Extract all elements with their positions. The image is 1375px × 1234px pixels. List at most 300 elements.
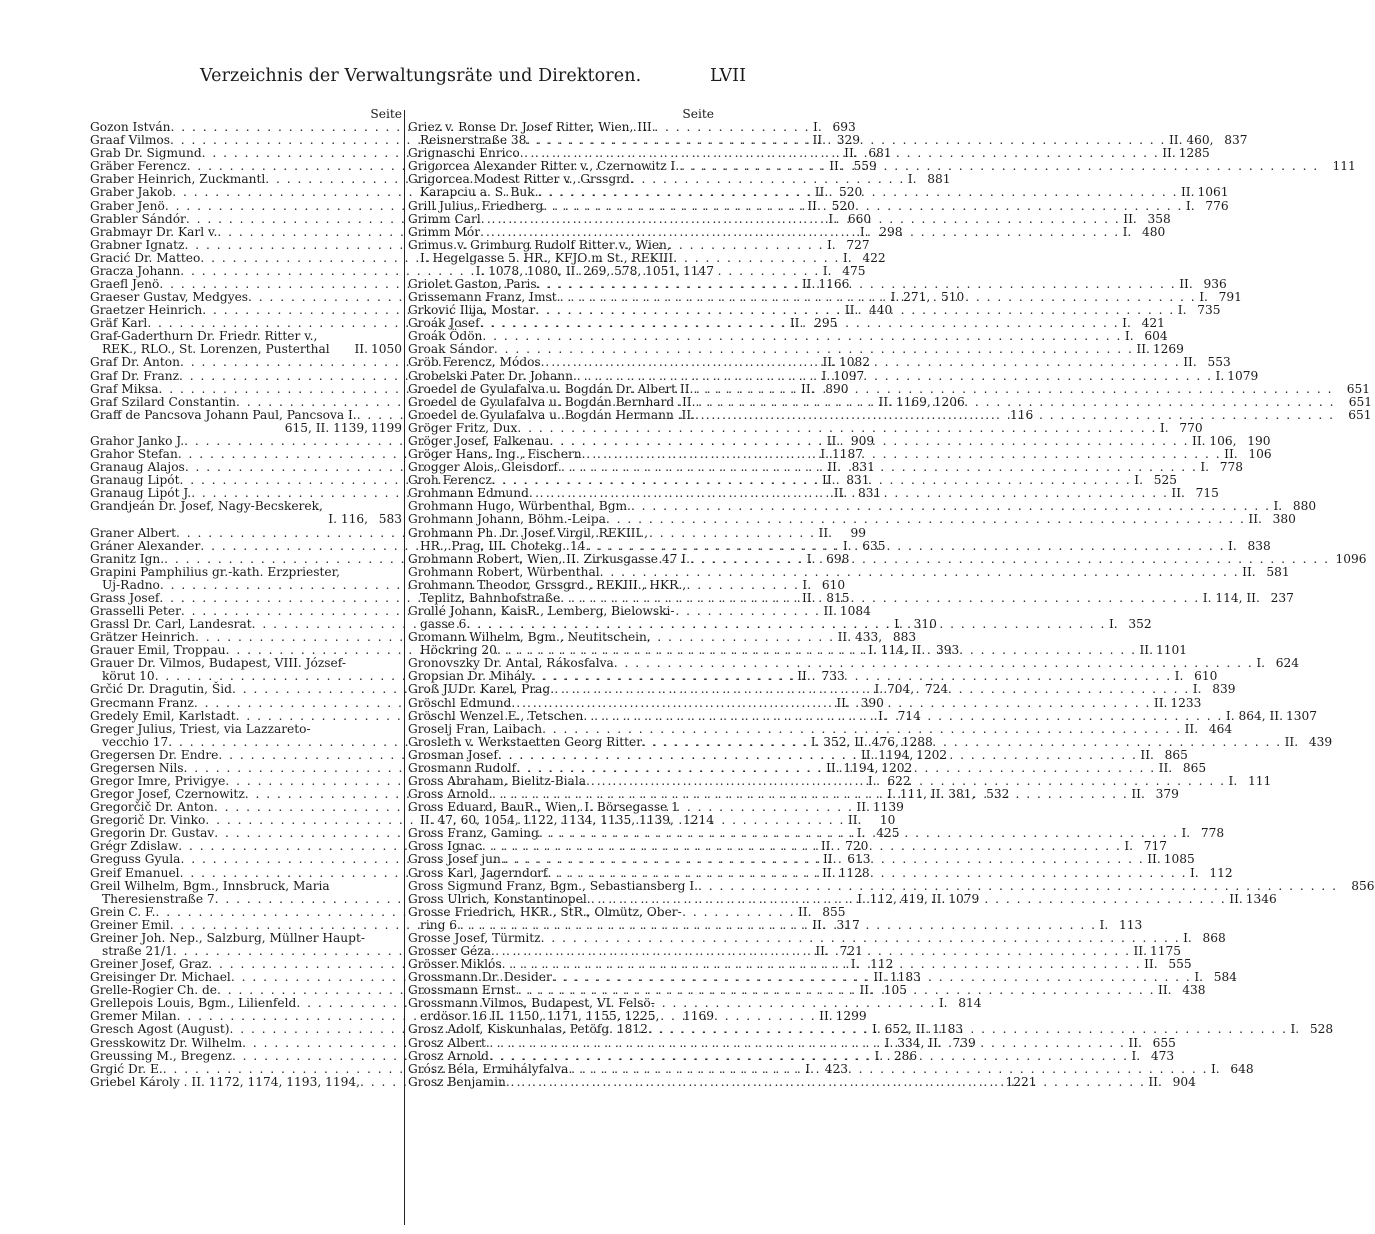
leader-dots (481, 213, 1121, 226)
entry-page: 1147 (682, 263, 714, 278)
index-entry (408, 564, 1290, 579)
entry-name: Grobelski Pater Dr. Johann (408, 368, 573, 383)
leader-dots (102, 513, 325, 526)
entry-name: Grabmayr Dr. Karl v. (90, 224, 218, 239)
index-entry (408, 512, 1296, 527)
entry-page: 425 (876, 826, 900, 841)
entry-reference: II. (1179, 277, 1193, 292)
entry-page: 286 (893, 1048, 918, 1063)
entry-name: Grossmann Dr. Desider (408, 970, 552, 985)
seite-label: Seite (682, 107, 714, 121)
entry-name: Gregor Imre, Privigye (90, 773, 226, 788)
entry-reference: I. (878, 708, 887, 723)
leader-dots (547, 867, 1187, 880)
entry-name: Griebel Károly . II. 1172, 1174, 1193, 1194, (90, 1074, 360, 1089)
entry-page: 622 (887, 773, 911, 788)
entry-page: 583 (378, 512, 402, 527)
entry-page: 831 (846, 473, 870, 488)
entry-name: Grčić Dr. Dragutin, Šid (90, 682, 232, 697)
entry-name: Griez v. Ronse Dr. Josef Ritter, Wien, III. (408, 120, 656, 135)
entry-name: Groß JUDr. Karel, Prag (408, 682, 551, 697)
entry-reference: I. (1131, 1048, 1141, 1063)
entry-reference: II. (822, 865, 836, 880)
entry-reference: I. (1228, 773, 1238, 788)
entry-reference: I. (894, 617, 903, 632)
entry-page: 532 (986, 787, 1010, 802)
entry-name: Graaf Vilmos (90, 133, 171, 148)
entry-name: Graf-Gaderthurn Dr. Friedr. Ritter v., (90, 329, 318, 344)
leader-dots (568, 1063, 1208, 1076)
entry-reference: I. 704, (874, 682, 915, 697)
entry-name: Gromann Wilhelm, Bgm., Neutitschein, (408, 630, 651, 645)
entry-name: Grossmann Vilmos, Budapest, VI. Felsö- (408, 996, 655, 1011)
entry-reference: I. 1078, 1080, II. 269, 578, 1051, (475, 263, 680, 278)
entry-page: 510 (941, 290, 965, 305)
entry-name: Grabler Sándór (90, 211, 186, 226)
entry-reference: I. (1290, 1022, 1300, 1037)
entry-page: 1082 (838, 355, 870, 370)
entry-name: Gräf Karl (90, 316, 148, 331)
entry-page: 865 (1164, 747, 1188, 762)
entry-page: 295 (814, 316, 838, 331)
entry-page: 856 (1351, 878, 1375, 893)
page-number: LVII (710, 66, 747, 86)
entry-name: Reisnerstraße 38 (420, 133, 527, 148)
entry-page: 776 (1205, 198, 1229, 213)
entry-name: Gracza Johann (90, 263, 181, 278)
entry-reference: 615, II. 1139, (284, 420, 368, 435)
entry-reference: I. (1124, 839, 1134, 854)
entry-page: 1299 (835, 1009, 867, 1024)
entry-name: Grelle-Rogier Ch. de (90, 983, 217, 998)
entry-name: Grgić Dr. E. (90, 1061, 163, 1076)
index-entry (90, 723, 402, 736)
entry-name: Graf Miksa (90, 381, 159, 396)
entry-page: 613 (847, 852, 871, 867)
entry-name: Grandjeán Dr. Josef, Nagy-Becskerek, (90, 499, 323, 514)
entry-name: Grösser Miklós (408, 957, 502, 972)
entry-page: 1269 (1152, 342, 1184, 357)
entry-page: 724 (924, 682, 949, 697)
leader-dots (679, 160, 1319, 173)
entry-name: Graefl Jenö (90, 277, 160, 292)
entry-reference: I. (1183, 930, 1192, 945)
index-entry (408, 721, 1233, 736)
index-entry (408, 579, 714, 592)
entry-reference: II. (797, 669, 811, 684)
entry-page: 865 (1182, 760, 1207, 775)
entry-name: Grohmann Edmund (408, 486, 529, 501)
entry-page: 1128 (838, 865, 870, 880)
entry-reference: I. (907, 172, 917, 187)
entry-page: 310 (913, 617, 937, 632)
entry-reference: II. (814, 185, 829, 200)
entry-page: 1084 (839, 603, 871, 618)
leader-dots (587, 893, 1227, 906)
entry-reference: II. (1158, 760, 1173, 775)
entry-name: Gregorčič Dr. Anton (90, 800, 214, 815)
entry-reference: II. (807, 198, 821, 213)
entry-page: 1214 (682, 813, 714, 828)
entry-name: Grahor Stefan (90, 447, 178, 462)
entry-page: 1307 (1285, 708, 1317, 723)
entry-name: Grohmann Johann, Böhm.-Leipa (408, 512, 606, 527)
entry-reference: II. (1171, 486, 1185, 501)
entry-reference: I. (859, 224, 869, 239)
entry-name: Grosz Benjamin (408, 1074, 506, 1089)
entry-name: I. Hegelgasse 5. HR., KFJO m St., REKIII. (420, 250, 678, 265)
entry-reference: II. (812, 133, 827, 148)
entry-reference: II. (856, 800, 870, 815)
entry-reference: I. (842, 538, 852, 553)
entry-page: 727 (846, 237, 870, 252)
entry-page: 1183 (932, 1022, 964, 1037)
entry-page: 422 (862, 250, 886, 265)
entry-page: 791 (1218, 290, 1242, 305)
entry-name: Gross Ulrich, Konstantinopel (408, 891, 587, 906)
index-entry (408, 420, 1203, 435)
entry-name: Gross Arnold (408, 787, 489, 802)
entry-reference: II. (1131, 787, 1145, 802)
entry-reference: II. (1147, 852, 1161, 867)
entry-page: 480 (1142, 224, 1166, 239)
entry-page: 881 (927, 172, 951, 187)
leader-dots (693, 383, 1333, 396)
entry-reference: II. (1229, 891, 1243, 906)
index-entry (408, 906, 714, 919)
entry-page: 1288 (901, 734, 933, 749)
entry-page: 1050 (370, 342, 402, 357)
entry-reference: II. (354, 342, 368, 357)
entry-name: Granaug Lipót J. (90, 486, 192, 501)
entry-name: Groak Sándor (408, 342, 494, 357)
entry-page: 1169 (682, 1009, 714, 1024)
seite-label: Seite (370, 107, 402, 121)
entry-reference: I. (1189, 865, 1199, 880)
entry-name: Gröger Fritz, Dux (408, 420, 518, 435)
entry-page: 1096 (1335, 551, 1367, 566)
entry-page: 190 (1247, 433, 1271, 448)
entry-name: Grill Julius, Friedberg (408, 198, 544, 213)
entry-reference: II. (829, 159, 843, 174)
entry-page: 1221 (1005, 1074, 1037, 1089)
entry-page: 1175 (1149, 944, 1181, 958)
entry-name: Grecmann Franz (90, 695, 194, 710)
entry-name: Gross Franz, Gaming (408, 826, 539, 841)
entry-page: 10 (879, 813, 896, 828)
entry-reference: I. (805, 1061, 814, 1076)
entry-reference: I. (1174, 669, 1184, 684)
entry-reference: I. 111, II. 381, (887, 787, 976, 802)
entry-name: Grauer Dr. Vilmos, Budapest, VIII. József- (90, 656, 346, 671)
leader-dots (505, 853, 1145, 866)
entry-name: Grosleth v. Werkstaetten Georg Ritter (408, 734, 643, 749)
entry-page: 681 (868, 146, 892, 161)
entry-name: Gozon István (90, 120, 171, 135)
entry-name: Gröger Hans, Ing., Fischern (408, 447, 582, 462)
leader-dots (600, 566, 1240, 579)
entry-page: 584 (1213, 970, 1238, 985)
entry-reference: I. (1194, 970, 1204, 985)
entry-name: Gronovszky Dr. Antal, Rákosfalva (408, 656, 614, 671)
entry-page: 116 (1009, 407, 1034, 422)
entry-name: Graber Jenö (90, 198, 165, 213)
entry-reference: II. (1248, 512, 1262, 527)
entry-reference: II. (1148, 1074, 1162, 1089)
entry-reference: II. 1194, (826, 760, 879, 775)
entry-page: 329 (836, 133, 861, 148)
entry-reference: I. 652, II. (872, 1022, 930, 1037)
entry-page: 1183 (889, 970, 921, 985)
entry-page: 733 (821, 669, 845, 684)
entry-name: Gregorin Dr. Gustav (90, 826, 215, 841)
entry-name: Gross Karl, Jagerndorf (408, 865, 548, 880)
entry-reference: I. (813, 120, 822, 135)
entry-name: Grosmann Rudolf (408, 760, 517, 775)
entry-page: 936 (1203, 277, 1227, 292)
entry-reference: II. (1180, 185, 1195, 200)
entry-name: Theresienstraße 7 (102, 891, 215, 906)
entry-name: Grasselli Peter (90, 603, 181, 618)
entry-reference: II. (859, 983, 873, 998)
entry-reference: I. 114, II. (868, 643, 926, 658)
column-divider (404, 110, 405, 1225)
entry-name: Groh Ferencz (408, 473, 492, 488)
leader-dots (541, 356, 1181, 369)
leader-dots (517, 422, 1157, 435)
entry-name: Gremer Milan (90, 1009, 177, 1024)
entry-name: Grohmann Robert, Würbenthal (408, 564, 600, 579)
entry-name: Graf Szilard Constantin (90, 394, 236, 409)
leader-dots (695, 396, 1335, 409)
entry-reference: I. (1192, 682, 1202, 697)
entry-page: 714 (897, 708, 921, 723)
index-entry (90, 880, 402, 893)
entry-page: 380 (1272, 512, 1296, 527)
entry-page: 909 (850, 433, 875, 448)
entry-name: Grigorcea Modest Ritter v., Grssgrd. (408, 172, 634, 187)
entry-reference: II. (801, 590, 816, 605)
entry-name: Graeser Gustav, Medgyes (90, 290, 249, 305)
entry-page: 660 (847, 211, 872, 226)
running-header-title: Verzeichnis der Verwaltungsräte und Direktoren. (200, 66, 642, 86)
index-entry (90, 513, 402, 526)
entry-reference: II. (820, 839, 835, 854)
entry-page: 1199 (370, 420, 402, 435)
entry-name: Greussing M., Bregenz (90, 1048, 232, 1063)
entry-reference: I. 334, II. (884, 1035, 942, 1050)
entry-name: Grigorcea Alexander Ritter v., Czernowitz I. (408, 159, 680, 174)
entry-reference: II. (1183, 355, 1197, 370)
entry-page: 635 (862, 538, 886, 553)
entry-page: 904 (1172, 1074, 1196, 1089)
entry-name: Greif Emanuel (90, 865, 180, 880)
entry-page: 880 (1292, 499, 1317, 514)
entry-name: Gregor Josef, Czernowitz (90, 787, 245, 802)
entry-name: Gröb Ferencz, Módos (408, 355, 541, 370)
entry-page: 624 (1275, 656, 1300, 671)
entry-reference: I. (802, 577, 812, 592)
entry-reference: II. (1139, 643, 1153, 658)
entry-reference: II. (818, 525, 833, 540)
entry-reference: I. (828, 211, 838, 226)
entry-name: Graff de Pancsova Johann Paul, Pancsova I. (90, 407, 357, 422)
entry-page: 525 (1153, 473, 1177, 488)
entry-page: 528 (1309, 1022, 1334, 1037)
entry-name: Granitz Ign. (90, 551, 165, 566)
entry-page: 1285 (1178, 146, 1210, 161)
entry-page: 868 (1202, 930, 1226, 945)
entry-name: Karapciu a. S. Buk. (420, 185, 539, 200)
entry-reference: II. (801, 277, 816, 292)
entry-name: Griolet Gaston, Paris (408, 277, 537, 292)
entry-name: gasse 6 (420, 617, 467, 632)
entry-reference: II. (822, 355, 836, 370)
entry-name: Gräber Ferencz (90, 159, 187, 174)
entry-page: 890 (825, 381, 849, 396)
entry-page: 698 (826, 551, 850, 566)
entry-page: 770 (1179, 420, 1203, 435)
entry-page: 1097 (833, 368, 865, 383)
entry-reference: II. (1123, 211, 1137, 226)
entry-page: 831 (857, 486, 882, 501)
leader-dots (543, 200, 1183, 213)
entry-page: 440 (869, 303, 893, 318)
entry-name: Gross Josef jun. (408, 852, 505, 867)
entry-name: Greiner Joh. Nep., Salzburg, Müllner Haupt- (90, 930, 365, 945)
entry-name: Graetzer Heinrich (90, 303, 203, 318)
leader-dots (486, 1037, 1126, 1050)
entry-reference: II. (1158, 983, 1172, 998)
entry-name: Graber Heinrich, Zuckmantl (90, 172, 266, 187)
entry-name: Grossmann Ernst (408, 983, 516, 998)
entry-reference: I. (822, 263, 832, 278)
entry-reference: II. (801, 381, 815, 396)
entry-reference: II. (822, 852, 837, 867)
entry-reference: I. 352, II. 476, (810, 734, 899, 749)
entry-page: 604 (1144, 329, 1168, 344)
entry-page: 559 (853, 159, 877, 174)
entry-name: Graf Dr. Anton (90, 355, 180, 370)
entry-page: 298 (879, 224, 903, 239)
entry-page: 883 (892, 630, 917, 645)
entry-reference: I. (938, 996, 948, 1011)
entry-page: 610 (1194, 669, 1218, 684)
entry-name: Groák Josef (408, 316, 480, 331)
entry-page: 111 (1247, 773, 1272, 788)
entry-name: Grogger Alois, Gleisdorf (408, 460, 558, 475)
entry-page: 1085 (1163, 852, 1195, 867)
leader-dots (586, 540, 1226, 553)
entry-page: 358 (1147, 211, 1171, 226)
entry-name: Groák Ödön (408, 329, 483, 344)
entry-page: 778 (1219, 460, 1244, 475)
entry-reference: II. 460, (1168, 133, 1214, 148)
leader-dots (538, 186, 1178, 199)
entry-page: 651 (1346, 381, 1370, 396)
leader-dots (583, 710, 1223, 723)
leader-dots (489, 1050, 1129, 1063)
entry-reference: II. (844, 303, 859, 318)
entry-page: 106 (1248, 447, 1272, 462)
leader-dots (648, 1023, 1288, 1036)
entry-reference: II. (1162, 146, 1176, 161)
entry-name: Grass Josef (90, 590, 160, 605)
entry-page: 553 (1207, 355, 1231, 370)
entry-reference: II. (823, 603, 837, 618)
entry-reference: II. (1133, 944, 1147, 958)
index-entry (90, 566, 402, 579)
leader-dots (511, 697, 1151, 710)
entry-page: 1139 (872, 800, 904, 815)
entry-page: 1233 (1170, 695, 1202, 710)
entry-page: 473 (1150, 1048, 1175, 1063)
entry-reference: I. (806, 551, 816, 566)
entry-page: 1202 (916, 747, 948, 762)
entry-name: Grimm Carl (408, 211, 481, 226)
entry-reference: II. (1242, 564, 1256, 579)
entry-reference: I. (1177, 303, 1187, 318)
entry-name: Grahor Janko J. (90, 433, 185, 448)
entry-page: 837 (1224, 133, 1248, 148)
entry-name: Gregersen Nils (90, 760, 184, 775)
entry-name: Graner Albert (90, 525, 177, 540)
entry-page: 855 (822, 904, 846, 919)
entry-name: Groedel de Gyulafalva u. Bogdán Hermann .II. (408, 407, 696, 422)
entry-name: Gregorič Dr. Vinko (90, 813, 206, 828)
entry-name: Grosman Josef (408, 747, 498, 762)
entry-page: 464 (1208, 721, 1233, 736)
entry-name: Grohmann Robert, Wien, II. Zirkusgasse 47 I. (408, 551, 690, 566)
entry-page: 520 (831, 198, 855, 213)
leader-dots (573, 370, 1213, 383)
entry-reference: I. (1210, 1061, 1220, 1076)
entry-name: Gross Sigmund Franz, Bgm., Sebastiansberg I. (408, 878, 699, 893)
entry-page: 111 (1332, 159, 1356, 174)
entry-reference: I. (1256, 656, 1266, 671)
entry-reference: II. (1184, 721, 1199, 736)
entry-name: Grapini Pamphilius gr.-kath. Erzpriester, (90, 564, 340, 579)
entry-reference: I. 864, II. (1225, 708, 1283, 723)
entry-page: 439 (1308, 734, 1333, 749)
entry-reference: II. 1169, (878, 394, 931, 409)
entry-page: 237 (1270, 590, 1294, 605)
entry-reference: I. (1159, 420, 1169, 435)
entry-name: Grégr Zdislaw (90, 839, 179, 854)
entry-name: Grimm Mór (408, 224, 481, 239)
entry-reference: II. (1136, 342, 1150, 357)
entry-reference: II. (1144, 957, 1158, 972)
entry-name: Uj-Radno (102, 577, 160, 592)
entry-name: Grohmann Theodor, Grssgrd., REKIII., HKR., (408, 577, 687, 592)
leader-dots (695, 409, 1335, 422)
entry-page: 651 (1348, 394, 1372, 409)
entry-name: Grimus v. Grimburg Rudolf Ritter v., Wien, (408, 237, 671, 252)
entry-page: 317 (836, 917, 860, 932)
entry-reference: I. (1228, 538, 1237, 553)
entry-reference: II. (873, 970, 887, 985)
entry-name: Grosser Géza (408, 944, 491, 958)
entry-reference: II. 433, (837, 630, 883, 645)
entry-page: 520 (838, 185, 863, 200)
entry-reference: II. (1128, 1035, 1142, 1050)
entry-reference: I. 112, 419, II. (857, 891, 946, 906)
entry-page: 739 (952, 1035, 976, 1050)
entry-reference: I. (1185, 198, 1195, 213)
entry-name: Grab Dr. Sigmund (90, 146, 202, 161)
entry-page: 721 (839, 944, 863, 958)
entry-page: 112 (870, 957, 894, 972)
